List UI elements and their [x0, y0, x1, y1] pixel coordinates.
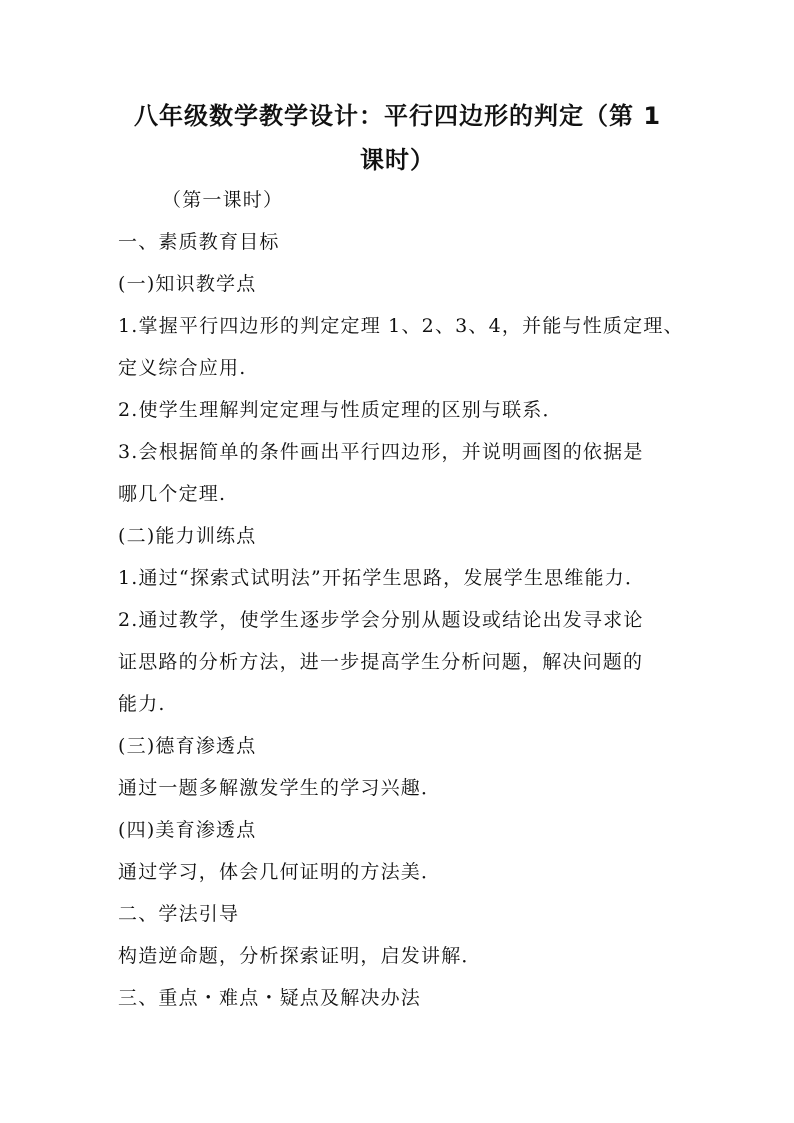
document-title	[115, 94, 680, 182]
paragraph-line: 通过学习，体会几何证明的方法美．	[118, 861, 442, 883]
subsection-heading-2: (二)能力训练点	[118, 525, 257, 547]
paragraph-line: 2.使学生理解判定定理与性质定理的区别与联系．	[118, 399, 563, 421]
paragraph-line: 1.掌握平行四边形的判定定理 1、2、3、4，并能与性质定理、	[118, 315, 684, 337]
paragraph-line: 通过一题多解激发学生的学习兴趣．	[118, 777, 442, 799]
paragraph-line: 定义综合应用.	[118, 357, 247, 379]
section-heading-1: 一、素质教育目标	[118, 231, 280, 253]
paragraph-line: 2.通过教学，使学生逐步学会分别从题设或结论出发寻求论	[118, 609, 644, 631]
paragraph-line: 能力.	[118, 693, 166, 715]
paragraph-line: 3.会根据简单的条件画出平行四边形，并说明画图的依据是	[118, 441, 644, 463]
lesson-period: （第一课时）	[162, 189, 284, 211]
paragraph-line: 构造逆命题，分析探索证明，启发讲解．	[118, 945, 482, 967]
title-line-2: 课时）	[360, 146, 435, 174]
paragraph-line: 哪几个定理.	[118, 483, 227, 505]
title-line-1: 八年级数学教学设计：平行四边形的判定（第 1	[133, 102, 662, 130]
subsection-heading-3: (三)德育渗透点	[118, 735, 257, 757]
paragraph-line: 1.通过“探索式试明法”开拓学生思路，发展学生思维能力．	[118, 567, 646, 589]
section-heading-2: 二、学法引导	[118, 903, 240, 925]
paragraph-line: 证思路的分析方法，进一步提高学生分析问题，解决问题的	[118, 651, 644, 673]
subsection-heading-4: (四)美育渗透点	[118, 819, 257, 841]
subsection-heading-1: (一)知识教学点	[118, 273, 257, 295]
section-heading-3: 三、重点・难点・疑点及解决办法	[118, 987, 422, 1009]
